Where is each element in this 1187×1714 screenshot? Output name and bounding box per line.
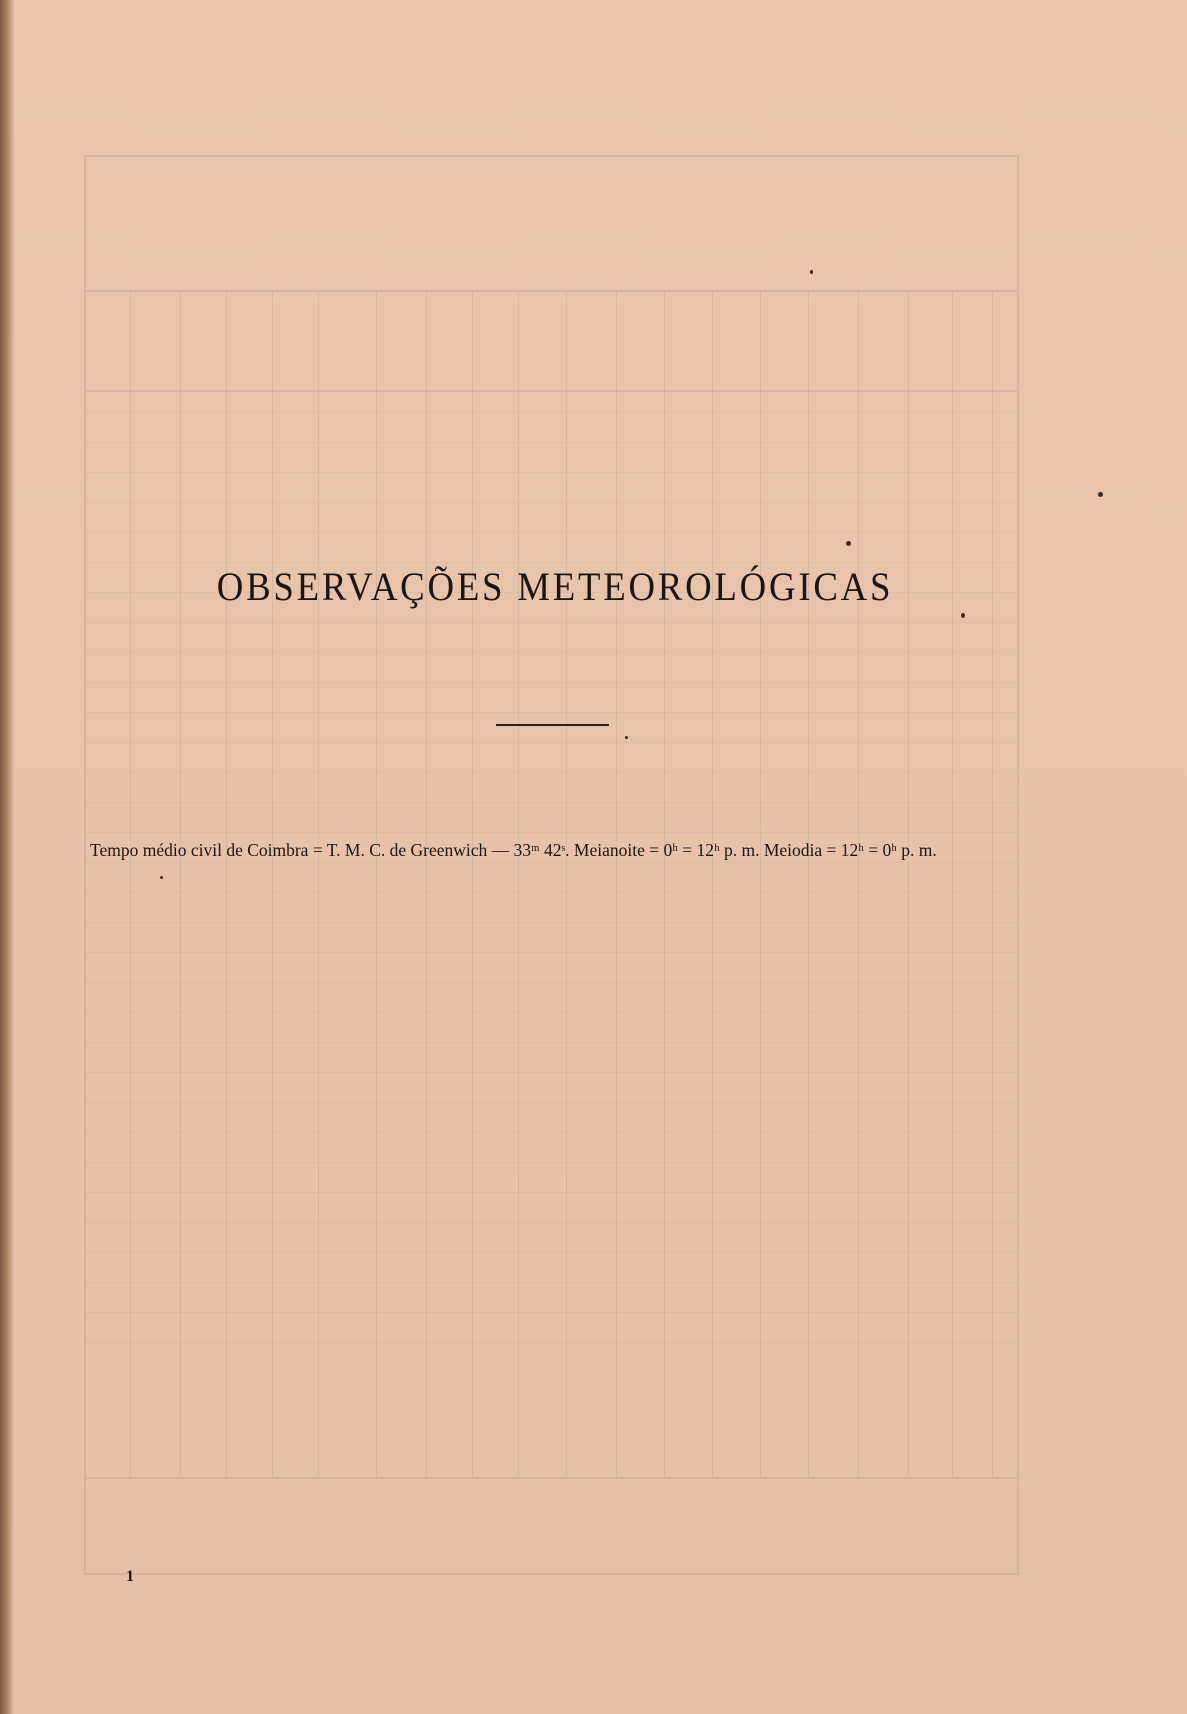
show-through-row-line	[86, 1342, 1017, 1343]
show-through-row-line	[86, 442, 1017, 443]
show-through-column-line	[426, 292, 427, 1477]
paper-speck	[625, 736, 628, 739]
show-through-row-line	[86, 472, 1017, 473]
show-through-row-line	[86, 1162, 1017, 1163]
show-through-row-line	[86, 652, 1017, 653]
show-through-row-line	[86, 952, 1017, 953]
show-through-row-line	[86, 1042, 1017, 1043]
show-through-column-line	[664, 292, 665, 1477]
paper-speck	[961, 613, 965, 618]
paper-speck	[1098, 492, 1103, 497]
show-through-column-line	[616, 292, 617, 1477]
show-through-row-line	[86, 982, 1017, 983]
show-through-row-line	[86, 412, 1017, 413]
show-through-column-line	[712, 292, 713, 1477]
show-through-header	[86, 157, 1017, 292]
show-through-row-line	[86, 1312, 1017, 1313]
show-through-column-line	[760, 292, 761, 1477]
show-through-row-line	[86, 1252, 1017, 1253]
show-through-column-line	[858, 292, 859, 1477]
page-number: 1	[126, 1568, 134, 1585]
paper-speck	[810, 270, 813, 274]
page-edge	[0, 0, 14, 1714]
paper-speck	[846, 541, 851, 546]
show-through-column-line	[472, 292, 473, 1477]
time-reference-note: Tempo médio civil de Coimbra = T. M. C. de Greenwich — 33ᵐ 42ˢ. Meianoite = 0ʰ = 12ʰ p. m. Meiodia = 12ʰ = 0ʰ p. m.	[90, 840, 937, 860]
show-through-row-line	[86, 1072, 1017, 1073]
show-through-row-line	[86, 922, 1017, 923]
show-through-row-line	[86, 832, 1017, 833]
show-through-row-line	[86, 1222, 1017, 1223]
show-through-column-line	[952, 292, 953, 1477]
paper-speck	[160, 876, 163, 879]
show-through-row-line	[86, 1282, 1017, 1283]
show-through-row-line	[86, 802, 1017, 803]
show-through-column-line	[992, 292, 993, 1477]
show-through-row-line	[86, 892, 1017, 893]
show-through-column-line	[130, 292, 131, 1477]
show-through-row-line	[86, 772, 1017, 773]
show-through-row-line	[86, 1192, 1017, 1193]
show-through-column-line	[566, 292, 567, 1477]
show-through-column-line	[318, 292, 319, 1477]
show-through-column-line	[226, 292, 227, 1477]
show-through-column-line	[272, 292, 273, 1477]
show-through-row-line	[86, 1012, 1017, 1013]
page-title: OBSERVAÇÕES METEOROLÓGICAS	[216, 564, 894, 609]
show-through-column-line	[180, 292, 181, 1477]
show-through-row-line	[86, 742, 1017, 743]
show-through-column-line	[808, 292, 809, 1477]
show-through-row-line	[86, 682, 1017, 683]
show-through-row-line	[86, 532, 1017, 533]
show-through-column-line	[518, 292, 519, 1477]
show-through-row-line	[86, 712, 1017, 713]
show-through-footer-rule	[86, 1477, 1017, 1479]
show-through-column-line	[908, 292, 909, 1477]
show-through-row-line	[86, 1132, 1017, 1133]
show-through-row-line	[86, 862, 1017, 863]
show-through-row-line	[86, 1102, 1017, 1103]
title-rule	[496, 724, 609, 726]
show-through-row-line	[86, 502, 1017, 503]
show-through-table	[84, 155, 1019, 1575]
show-through-row-line	[86, 622, 1017, 623]
show-through-column-line	[376, 292, 377, 1477]
